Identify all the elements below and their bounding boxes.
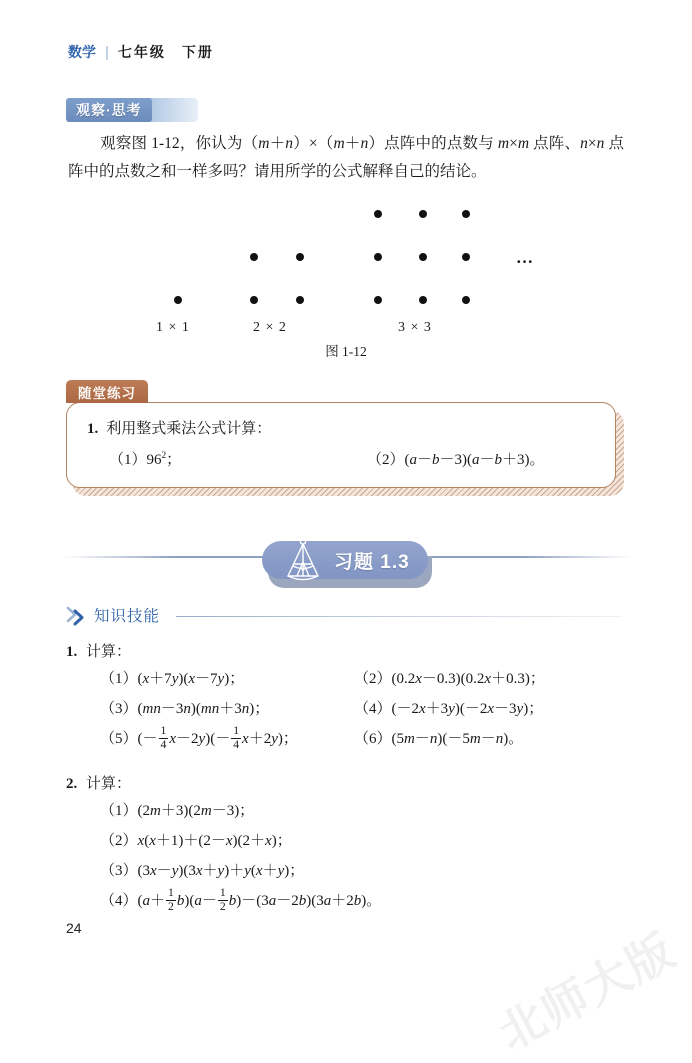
running-head (68, 42, 214, 62)
problem-1-item-6: （6）(5m－n)(－5m－n)。 (354, 731, 524, 747)
running-head-separator: | (105, 43, 109, 61)
exercise-banner-title: 习题 1.3 (334, 551, 410, 573)
problem-2-item-1: （1）(2m＋3)(2m－3)； (100, 803, 255, 819)
compass-icon (275, 528, 331, 584)
watermark: 北师大版 (490, 923, 685, 1060)
problem-1-item-5: （5）(－ $\frac{1}{4}$ x－2y)(－ $\frac{1}{4}$ x＋2y)； (100, 724, 298, 752)
dot (374, 253, 382, 261)
problem-1-row-1 (66, 664, 624, 694)
problem-1-stem-text: 计算： (86, 644, 132, 660)
problem-1-row-3 (66, 724, 624, 754)
knowledge-heading-label: 知识技能 (94, 608, 161, 625)
practice-tab-label: 随堂练习 (66, 380, 148, 403)
running-head-grade: 七年级 下册 (117, 44, 214, 60)
banner-rule-left (62, 556, 270, 558)
practice-box (66, 402, 616, 488)
figure-label-2x2: 2 × 2 (253, 320, 287, 335)
figure-label-3x3: 3 × 3 (398, 320, 432, 335)
observe-section-header (66, 98, 266, 122)
dot (419, 210, 427, 218)
dot (174, 296, 182, 304)
problem-1-number: 1. (66, 644, 78, 660)
problem-1-item-2: （2）(0.2x－0.3)(0.2x＋0.3)； (354, 671, 545, 687)
problem-2-item-3: （3）(3x－y)(3x＋y)＋y(x＋y)； (100, 863, 305, 879)
dot (374, 210, 382, 218)
figure-caption: 图 1-12 (325, 344, 367, 359)
dot (296, 296, 304, 304)
problem-1-item-3: （3）(mn－3n)(mn＋3n)； (100, 701, 270, 717)
dot (296, 253, 304, 261)
knowledge-heading (66, 604, 622, 628)
figure-label-1x1: 1 × 1 (156, 320, 190, 335)
problem-2-number: 2. (66, 776, 78, 792)
problem-1-item-1: （1）(x＋7y)(x－7y)； (100, 671, 245, 687)
practice-item-stem (87, 417, 271, 438)
figure-ellipsis: … (516, 248, 535, 267)
problem-2-stem-text: 计算： (86, 776, 132, 792)
double-chevron-icon (66, 605, 92, 627)
observe-paragraph: 观察图 1-12，你认为（m＋n）×（m＋n）点阵中的点数与 m×m 点阵、n×n 点阵中的点数之和一样多吗？请用所学的公式解释自己的结论。 (68, 135, 624, 180)
practice-sub-item-2: （2）(a－b－3)(a－b＋3)。 (367, 452, 545, 468)
dot (250, 253, 258, 261)
practice-item-stem-text: 利用整式乘法公式计算： (106, 421, 272, 437)
dot (462, 210, 470, 218)
dot-array-figure (68, 196, 624, 359)
problem-1-row-2 (66, 694, 624, 724)
banner-rule-right (432, 556, 632, 558)
practice-sub-item-1: $(1)96^2$； (109, 451, 182, 468)
practice-item-number: 1. (87, 421, 99, 437)
problem-2-item-2: （2）x(x＋1)＋(2－x)(2＋x)； (100, 833, 292, 849)
problem-2 (66, 772, 624, 916)
observe-badge-label: 观察·思考 (66, 98, 152, 122)
problem-1-item-4: （4）(－2x＋3y)(－2x－3y)； (354, 701, 544, 717)
dot (250, 296, 258, 304)
problem-1-stem (66, 640, 624, 661)
problem-1 (66, 640, 624, 754)
page-number: 24 (66, 920, 82, 936)
dot (419, 253, 427, 261)
dot (374, 296, 382, 304)
running-head-subject: 数学 (68, 44, 96, 60)
knowledge-heading-rule (176, 616, 622, 617)
problem-2-stem (66, 772, 624, 793)
dot (419, 296, 427, 304)
problem-2-item-4: （4）(a＋ $\frac{1}{2}$ b)(a－ $\frac{1}{2}$ b)－(3a－2b)(3a＋2b)。 (100, 886, 382, 914)
dot (462, 296, 470, 304)
practice-sub-items (109, 448, 609, 469)
dot (462, 253, 470, 261)
